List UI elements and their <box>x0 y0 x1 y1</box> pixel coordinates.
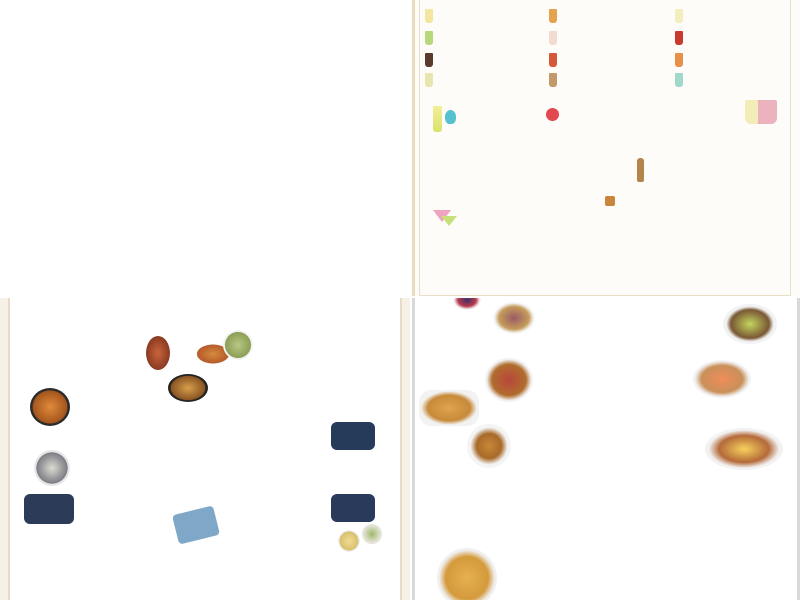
breakfast-plate-photo <box>705 428 783 470</box>
blue-cocktail-icon <box>445 110 456 124</box>
avocado-toast-photo <box>723 304 777 344</box>
cocktail-glass-icon <box>425 9 433 23</box>
page-edge <box>400 298 410 600</box>
lemonade-glass-icon <box>433 106 442 132</box>
cocktail-glass-icon <box>425 31 433 45</box>
omelette-photo <box>437 548 497 600</box>
fish-plate-photo <box>331 422 375 450</box>
salmon-bagel-photo <box>693 360 751 398</box>
wine-header-row <box>670 128 778 131</box>
cocktail-glass-icon <box>675 73 683 87</box>
paella-photo <box>30 388 70 426</box>
cocktail-glass-icon <box>675 31 683 45</box>
steak-plate-photo <box>331 494 375 522</box>
berries-bowl-photo <box>453 298 481 310</box>
pancakes-photo <box>419 390 479 426</box>
page-edge <box>0 298 10 600</box>
strawberry-icon <box>546 108 559 121</box>
cocktail-glass-icon <box>549 73 557 87</box>
octopus-dish-photo <box>146 336 170 370</box>
cocktail-glass-icon <box>675 53 683 67</box>
croissant-photo <box>467 424 511 468</box>
granola-yogurt-photo <box>493 302 535 334</box>
cocktail-glass-icon <box>425 53 433 67</box>
paella-pan-photo <box>168 374 208 402</box>
breakfast-menu <box>412 298 800 600</box>
cocktail-glass-icon <box>549 31 557 45</box>
cocktail-glass-icon <box>425 73 433 87</box>
seafood-platter-photo <box>24 494 74 524</box>
pesto-pasta-photo <box>223 330 253 360</box>
hummus-photo <box>338 530 360 552</box>
cocktail-glass-icon <box>675 9 683 23</box>
drinks-menu <box>412 0 800 296</box>
wine-glasses-icon <box>745 100 777 124</box>
food-menu <box>0 298 410 600</box>
cocktail-glass-icon <box>549 53 557 67</box>
surf-turf-photo <box>172 505 220 544</box>
oysters-photo <box>34 450 70 486</box>
whiskey-glass-icon <box>605 196 615 206</box>
beer-bottle-icon <box>637 158 644 182</box>
cocktail-glass-icon <box>549 9 557 23</box>
waffles-photo <box>485 358 533 402</box>
plant-based-menu-closeup <box>0 0 408 296</box>
wrap-photo <box>362 524 382 544</box>
cocktails-section <box>421 0 793 92</box>
